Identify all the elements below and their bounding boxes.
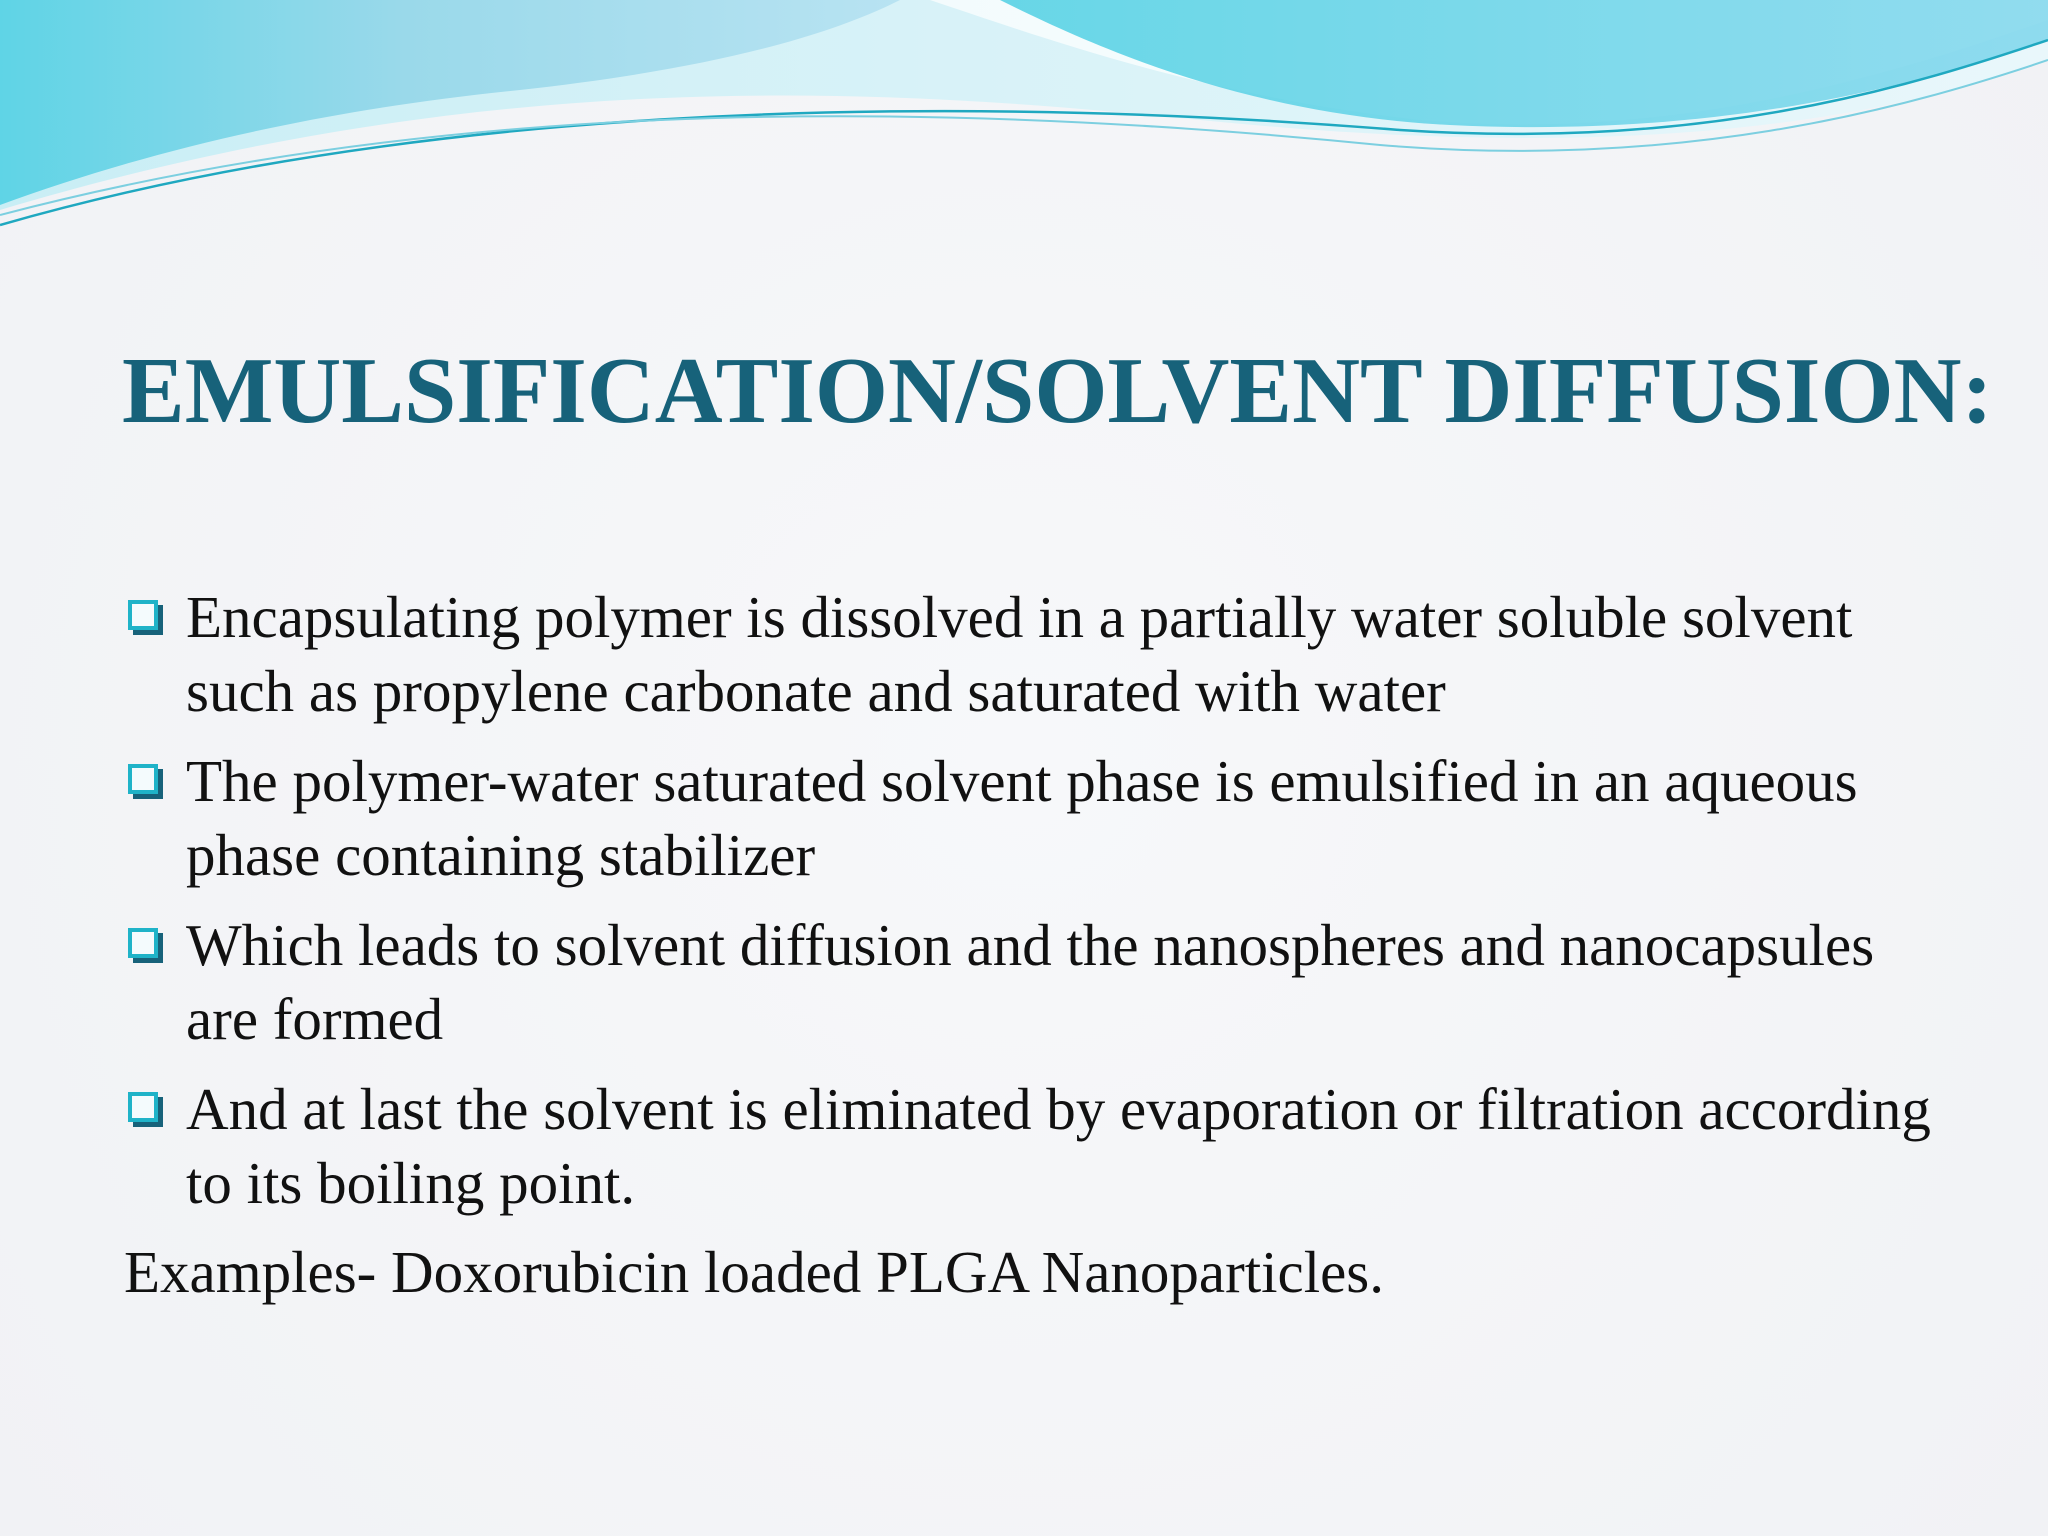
hollow-square-bullet-icon [128, 600, 158, 630]
bullet-item [126, 580, 1946, 728]
bullet-item [126, 1072, 1946, 1220]
bullet-text: The polymer-water saturated solvent phase is emulsified in an aqueous phase containing stabilizer [186, 748, 1858, 888]
hollow-square-bullet-icon [128, 764, 158, 794]
decorative-wave-header [0, 0, 2048, 240]
bullet-item [126, 908, 1946, 1056]
example-line: Examples- Doxorubicin loaded PLGA Nanoparticles. [124, 1239, 1385, 1305]
bullet-list [126, 580, 1946, 1236]
hollow-square-bullet-icon [128, 1092, 158, 1122]
bullet-text: Which leads to solvent diffusion and the nanospheres and nanocapsules are formed [186, 912, 1875, 1052]
bullet-text: Encapsulating polymer is dissolved in a partially water soluble solvent such as propylene carbonate and saturated with water [186, 584, 1853, 724]
bullet-item [126, 744, 1946, 892]
hollow-square-bullet-icon [128, 928, 158, 958]
bullet-text: And at last the solvent is eliminated by evaporation or filtration according to its boiling point. [186, 1076, 1931, 1216]
slide-title: EMULSIFICATION/SOLVENT DIFFUSION: [122, 339, 1993, 443]
